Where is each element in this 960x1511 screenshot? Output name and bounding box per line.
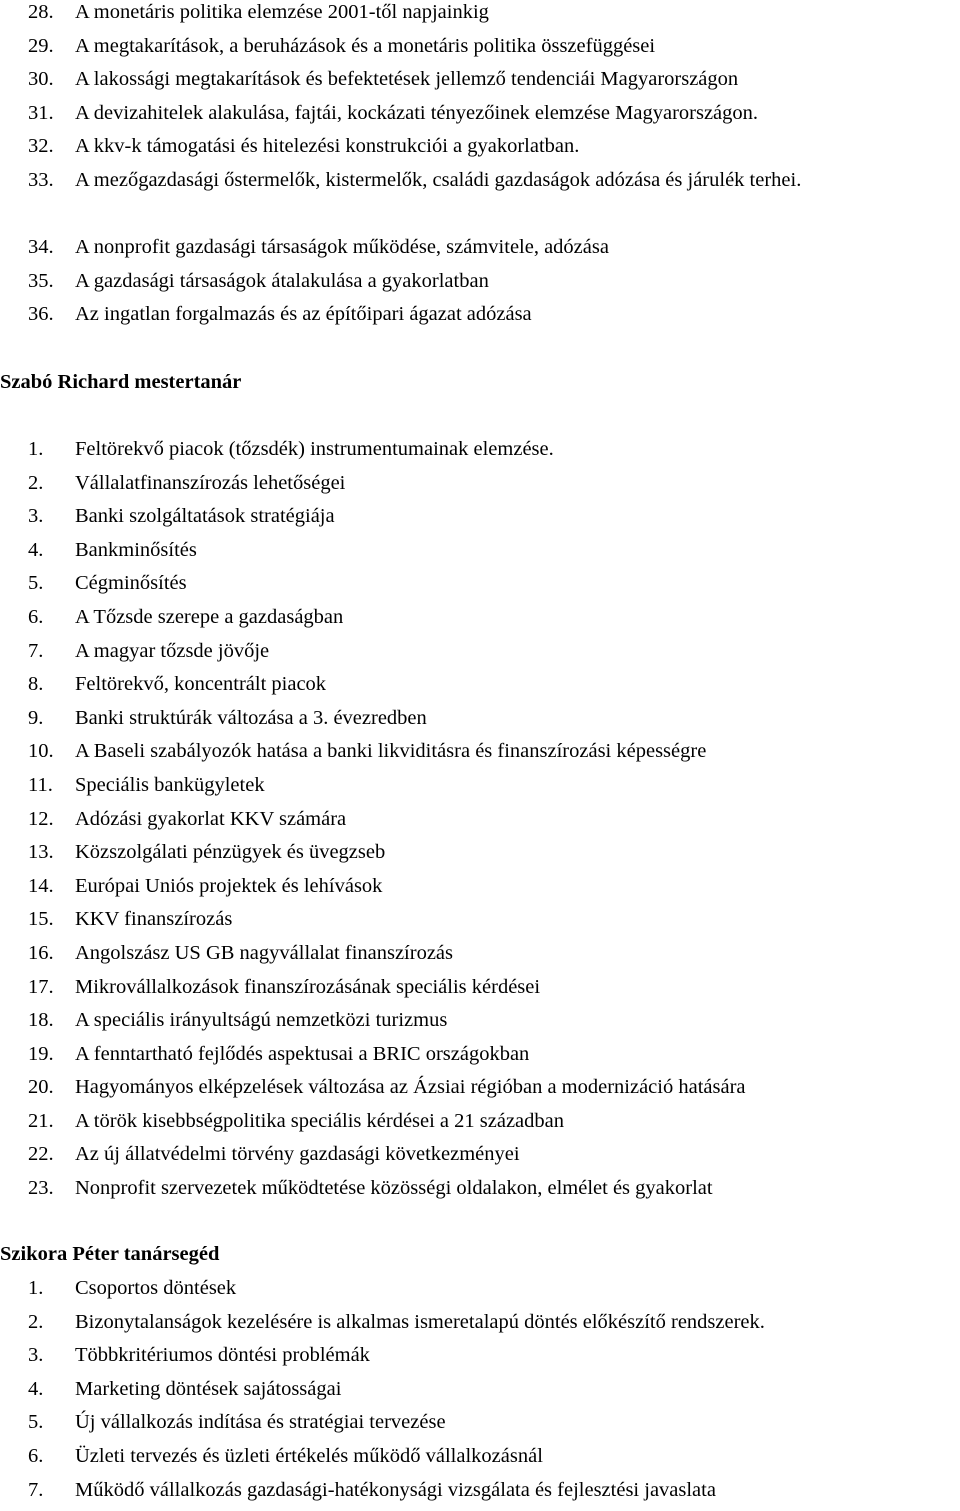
item-number: 2. [28, 1310, 44, 1333]
item-number: 29. [28, 34, 54, 57]
item-text: Cégminősítés [75, 572, 187, 595]
item-text: Adózási gyakorlat KKV számára [75, 807, 347, 830]
item-number: 17. [28, 975, 54, 998]
item-number: 11. [28, 773, 53, 796]
item-text: Feltörekvő piacok (tőzsdék) instrumentumainak elemzése. [75, 438, 554, 460]
item-text: Feltörekvő, koncentrált piacok [75, 673, 327, 696]
item-number: 22. [28, 1143, 54, 1166]
list-item [28, 807, 958, 841]
item-text: A Tőzsde szerepe a gazdaságban [75, 605, 344, 628]
item-number: 32. [28, 135, 54, 158]
item-text: A gazdasági társaságok átalakulása a gyakorlatban [75, 269, 489, 292]
list-item [28, 1410, 958, 1444]
item-number: 34. [28, 235, 54, 258]
item-text: Speciális bankügyletek [75, 773, 265, 796]
list-item [28, 571, 958, 605]
item-number: 21. [28, 1109, 54, 1132]
list-item [28, 975, 958, 1009]
list-item [28, 1310, 958, 1344]
item-text: A kkv-k támogatási és hitelezési konstrukciói a gyakorlatban. [75, 135, 580, 158]
item-text: A Baseli szabályozók hatása a banki likviditásra és finanszírozási képességre [75, 740, 707, 763]
list-item [28, 605, 958, 639]
list-item [28, 941, 958, 975]
list-item [28, 1444, 958, 1478]
item-text: Banki struktúrák változása a 3. évezredben [75, 706, 427, 729]
item-number: 3. [28, 505, 44, 528]
item-text: Banki szolgáltatások stratégiája [75, 505, 335, 528]
list-item [28, 1176, 958, 1210]
item-number: 15. [28, 908, 54, 931]
list-item [28, 101, 958, 135]
section-heading: Szabó Richard mestertanár [0, 371, 242, 393]
item-text: A lakossági megtakarítások és befektetések jellemző tendenciái Magyarországon [75, 68, 739, 91]
item-number: 18. [28, 1009, 54, 1032]
item-text: Üzleti tervezés és üzleti értékelés működő vállalkozásnál [75, 1444, 543, 1467]
item-text: Csoportos döntések [75, 1277, 237, 1299]
item-number: 7. [28, 1478, 44, 1501]
item-number: 3. [28, 1344, 44, 1367]
item-number: 5. [28, 1411, 44, 1434]
item-text: A speciális irányultságú nemzetközi turizmus [75, 1009, 448, 1032]
list-item [28, 1008, 958, 1042]
item-number: 30. [28, 68, 54, 91]
item-text: A magyar tőzsde jövője [75, 639, 270, 662]
item-text: Bizonytalanságok kezelésére is alkalmas ismeretalapú döntés előkészítő rendszerek. [75, 1310, 765, 1333]
list-item [28, 840, 958, 874]
list-item [28, 1276, 958, 1310]
item-number: 36. [28, 303, 54, 326]
list-item [28, 1075, 958, 1109]
item-number: 5. [28, 572, 44, 595]
list-item [28, 639, 958, 673]
item-number: 4. [28, 1377, 44, 1400]
item-number: 1. [28, 1277, 44, 1299]
item-number: 6. [28, 1444, 44, 1467]
item-number: 16. [28, 941, 54, 964]
item-number: 4. [28, 538, 44, 561]
item-text: Angolszász US GB nagyvállalat finanszírozás [75, 941, 454, 964]
item-number: 14. [28, 874, 54, 897]
item-text: A török kisebbségpolitika speciális kérdései a 21 században [75, 1109, 565, 1132]
list-item [28, 672, 958, 706]
item-text: Bankminősítés [75, 538, 197, 561]
list-item [28, 1343, 958, 1377]
item-text: Nonprofit szervezetek működtetése közösségi oldalakon, elmélet és gyakorlat [75, 1177, 713, 1200]
item-text: Hagyományos elképzelések változása az Ázsiai régióban a modernizáció hatására [75, 1076, 746, 1099]
item-number: 19. [28, 1042, 54, 1065]
item-number: 33. [28, 168, 54, 191]
item-text: Marketing döntések sajátosságai [75, 1377, 342, 1400]
item-number: 28. [28, 1, 54, 23]
item-number: 7. [28, 639, 44, 662]
list-item [28, 1042, 958, 1076]
list-item [28, 1142, 958, 1176]
item-text: Mikrovállalkozások finanszírozásának speciális kérdései [75, 975, 541, 998]
item-text: A megtakarítások, a beruházások és a monetáris politika összefüggései [75, 34, 656, 57]
section-heading: Szikora Péter tanársegéd [0, 1243, 220, 1265]
list-item [28, 269, 958, 303]
item-number: 23. [28, 1177, 54, 1200]
item-text: A mezőgazdasági őstermelők, kistermelők, családi gazdaságok adózása és járulék terhei. [75, 168, 802, 191]
list-item [28, 907, 958, 941]
list-item [28, 302, 958, 336]
item-number: 9. [28, 706, 44, 729]
item-text: A devizahitelek alakulása, fajtái, kockázati tényezőinek elemzése Magyarországon. [75, 101, 759, 124]
item-number: 35. [28, 269, 54, 292]
item-text: Az ingatlan forgalmazás és az építőipari ágazat adózása [75, 303, 532, 326]
list-item [28, 1478, 958, 1511]
item-number: 13. [28, 841, 54, 864]
topic-list-szabo [28, 437, 958, 1210]
list-item [28, 168, 958, 235]
list-item [28, 1109, 958, 1143]
item-number: 1. [28, 438, 44, 460]
item-text: KKV finanszírozás [75, 908, 233, 931]
item-number: 12. [28, 807, 54, 830]
topic-list-continued [28, 0, 958, 336]
item-text: Többkritériumos döntési problémák [75, 1344, 370, 1367]
list-item [28, 235, 958, 269]
list-item [28, 471, 958, 505]
item-text: A nonprofit gazdasági társaságok működése, számvitele, adózása [75, 235, 609, 258]
item-number: 8. [28, 673, 44, 696]
item-text: Európai Uniós projektek és lehívások [75, 874, 383, 897]
list-item [28, 874, 958, 908]
item-text: Az új állatvédelmi törvény gazdasági következményei [75, 1143, 520, 1166]
item-number: 2. [28, 471, 44, 494]
item-text: Vállalatfinanszírozás lehetőségei [75, 471, 346, 494]
list-item [28, 134, 958, 168]
item-number: 6. [28, 605, 44, 628]
list-item [28, 504, 958, 538]
item-text: Új vállalkozás indítása és stratégiai tervezése [75, 1411, 446, 1434]
item-text: A monetáris politika elemzése 2001-től napjainkig [75, 1, 489, 23]
list-item [28, 739, 958, 773]
list-item [28, 437, 958, 471]
list-item [28, 706, 958, 740]
item-text: Működő vállalkozás gazdasági-hatékonysági vizsgálata és fejlesztési javaslata [75, 1478, 716, 1501]
item-number: 20. [28, 1076, 54, 1099]
list-item [28, 1377, 958, 1411]
item-text: Közszolgálati pénzügyek és üvegzseb [75, 841, 386, 864]
item-number: 31. [28, 101, 54, 124]
list-item [28, 773, 958, 807]
item-number: 10. [28, 740, 54, 763]
topic-list-szikora [28, 1276, 958, 1511]
item-text: A fenntartható fejlődés aspektusai a BRIC országokban [75, 1042, 530, 1065]
list-item [28, 67, 958, 101]
list-item [28, 0, 958, 34]
list-item [28, 538, 958, 572]
list-item [28, 34, 958, 68]
